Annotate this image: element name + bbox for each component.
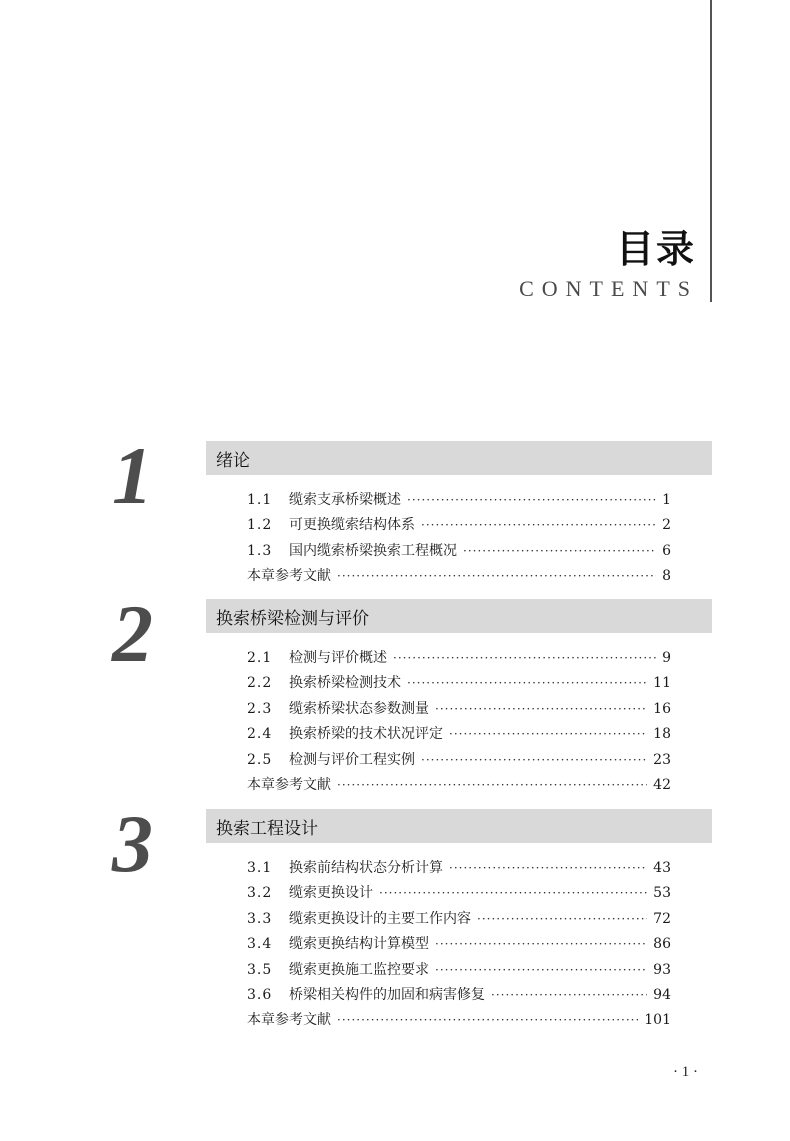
entry-number: 2.5 [247,751,273,768]
entry-label: 桥梁相关构件的加固和病害修复 [289,986,485,1003]
entry-label: 换索桥梁的技术状况评定 [289,726,443,743]
toc-entry[interactable] [247,933,671,958]
chapter-title: 绪论 [216,450,250,471]
page-title: 目录 [615,227,696,271]
toc-entry[interactable] [247,984,671,1009]
entry-page: 9 [662,650,671,666]
entry-page: 18 [653,726,671,743]
entry-page: 86 [653,936,671,953]
entry-label: 缆索支承桥梁概述 [289,492,401,508]
toc-entry[interactable] [247,723,671,748]
chapter-title-bar [206,441,712,475]
entry-label: 检测与评价概述 [289,650,387,666]
dot-leader [337,569,656,583]
entry-page: 11 [653,675,671,692]
dot-leader [337,778,647,792]
entry-page: 43 [653,860,671,876]
entry-page: 53 [653,885,671,902]
entry-page: 1 [662,492,671,508]
chapter-entries [247,489,671,591]
entry-page: 23 [653,751,671,768]
page-subtitle: CONTENTS [519,276,698,301]
entry-label: 国内缆索桥梁换索工程概况 [289,542,457,559]
toc-entry[interactable] [247,749,671,774]
toc-entry[interactable] [247,959,671,984]
entry-number: 1.3 [247,542,273,559]
page-number: · 1 · [673,1064,698,1080]
entry-page: 8 [662,568,671,585]
toc-entry[interactable] [247,514,671,539]
entry-number: 2.3 [247,700,273,717]
chapter-title: 换索桥梁检测与评价 [216,608,369,629]
entry-page: 2 [662,517,671,534]
toc-entry-references[interactable] [247,1009,671,1034]
toc-entry[interactable] [247,647,671,672]
entry-page: 6 [662,542,671,559]
toc-entry[interactable] [247,489,671,514]
entry-number: 3.5 [247,961,273,978]
entry-label: 可更换缆索结构体系 [289,517,415,534]
entry-label: 缆索更换设计 [289,885,373,902]
chapter-number: 2 [112,588,153,679]
dot-leader [421,753,647,767]
dot-leader [435,963,647,977]
toc-entry-references[interactable] [247,774,671,799]
chapter-title-bar [206,809,712,843]
chapter-entries [247,857,671,1035]
entry-label: 本章参考文献 [247,776,331,793]
toc-entry[interactable] [247,698,671,723]
entry-page: 42 [653,776,671,793]
chapter-number: 1 [112,430,153,521]
dot-leader [337,1013,638,1027]
chapter-entries [247,647,671,799]
entry-page: 93 [653,961,671,978]
entry-number: 2.1 [247,650,273,666]
entry-page: 101 [644,1012,671,1029]
chapter-number: 3 [112,798,153,889]
entry-number: 2.2 [247,675,273,692]
entry-label: 本章参考文献 [247,568,331,585]
toc-entry[interactable] [247,672,671,697]
entry-label: 换索前结构状态分析计算 [289,860,443,876]
entry-page: 72 [653,910,671,927]
dot-leader [477,912,647,926]
entry-label: 换索桥梁检测技术 [289,675,401,692]
chapter-title: 换索工程设计 [216,818,318,839]
dot-leader [435,702,647,716]
dot-leader [379,886,647,900]
dot-leader [407,676,647,690]
entry-number: 3.3 [247,910,273,927]
dot-leader [421,518,656,532]
toc-entry[interactable] [247,882,671,907]
dot-leader [463,544,656,558]
entry-number: 3.6 [247,986,273,1003]
entry-label: 缆索更换结构计算模型 [289,936,429,953]
entry-number: 1.1 [247,492,273,508]
dot-leader [435,937,647,951]
dot-leader [393,651,656,665]
entry-label: 缆索更换施工监控要求 [289,961,429,978]
header-vertical-rule [710,0,712,302]
entry-label: 本章参考文献 [247,1012,331,1029]
dot-leader [407,493,656,507]
entry-label: 缆索桥梁状态参数测量 [289,700,429,717]
entry-page: 94 [653,986,671,1003]
dot-leader [449,861,647,875]
entry-number: 3.2 [247,885,273,902]
entry-number: 3.4 [247,936,273,953]
toc-entry[interactable] [247,908,671,933]
entry-number: 2.4 [247,726,273,743]
entry-label: 缆索更换设计的主要工作内容 [289,910,471,927]
dot-leader [449,727,647,741]
entry-number: 1.2 [247,517,273,534]
chapter-title-bar [206,599,712,633]
toc-entry-references[interactable] [247,565,671,590]
dot-leader [491,988,647,1002]
entry-label: 检测与评价工程实例 [289,751,415,768]
entry-number: 3.1 [247,860,273,876]
toc-entry[interactable] [247,540,671,565]
toc-entry[interactable] [247,857,671,882]
entry-page: 16 [653,700,671,717]
